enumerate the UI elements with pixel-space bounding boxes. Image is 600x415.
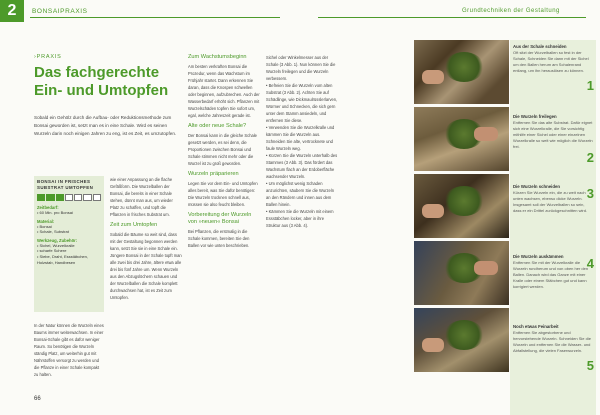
step-text: Kürzen Sie Wurzeln ein, die zu weit nach unten wachsen, ebenso dicke Wurzeln. Insgesamt soll der Wurzelballen so sein, dass er ein Drittel zurückgeschnitten wird. <box>513 190 588 213</box>
step-heading: Aus der Schale schneiden <box>513 44 567 49</box>
body-paragraph: wie einer Anpassung an die flache Gefäßform. Die Wurzelballen der Bonsai, die bereits in einer Schale stehen, dünnt man aus, um wieder Platz zu schaffen, und topft die Pflanzen in frisches Substrat um. <box>110 177 173 217</box>
subheading: Alte oder neue Schale? <box>188 123 247 129</box>
intro-paragraph: Sobald ein Gehölz durch die Aufbau- oder Reduktionsmethode zum Bonsai geworden ist, setzt man es in eine Schale. Wird es seinen Wurzeln darin noch einigen Jahren zu eng, ist es Zeit, es umzutopfen. <box>34 115 177 137</box>
section-label: BONSAIPRAXIS <box>32 8 88 15</box>
material-item: • Bonsai <box>37 223 52 229</box>
step-caption <box>513 254 593 290</box>
bullet-item: • Befreien Sie die Wurzeln vom alten Substrat (3 Abb. 2). Achten Sie auf Schädlinge, wie Dickmaulrüsslerlarven, Würmer und Schnecken, die sich gern unter dem Stamm ansiedeln, und entfernen Sie diese. <box>266 83 338 123</box>
step-photo-5 <box>414 308 509 375</box>
page-title: Das fachgerechte Ein- und Umtopfen <box>34 64 169 99</box>
text-column-2 <box>188 54 260 249</box>
material-item: • Schale, Substrat <box>37 229 69 235</box>
step-heading: Die Wurzeln auskämmen <box>513 254 564 259</box>
step-text: Entfernen Sie mit der Wurzelkralle die Wurzeln rundherum und von oben her den Ballen. Danach wird das Ganze mit einer Kralle oder einem Stäbchen gut und kann korrigiert werden. <box>513 260 589 289</box>
tools-item: • Siebe, Draht, Essstäbchen, Holzstab, Handbesen <box>37 253 88 265</box>
step-heading: Die Wurzeln freilegen <box>513 114 557 119</box>
step-photo-4 <box>414 241 509 308</box>
section-subtitle: Grundtechniken der Gestaltung <box>462 8 560 14</box>
material-heading: Material: <box>37 218 55 224</box>
difficulty-pip <box>74 194 82 201</box>
body-paragraph: Bei Pflanzen, die erstmalig in die Schale kommen, bereiten Sie den Ballen vor wie unten beschrieben. <box>188 229 250 248</box>
body-paragraph: Legen Sie vor dem Ein- und Umtopfen alles bereit, was Sie dafür benötigen: Die Wurzeln trocknen schnell aus, müssen sie also feucht bleiben. <box>188 181 258 207</box>
step-number: 2 <box>586 150 594 165</box>
subheading: Zeit zum Umtopfen <box>110 222 158 228</box>
step-caption <box>513 324 593 354</box>
page-number: 66 <box>34 396 41 402</box>
time-heading: Zeitbedarf: <box>37 205 59 210</box>
chapter-badge: 2 <box>0 0 24 22</box>
step-text: Oft sitzt der Wurzelballen so fest in der Schale, Schneiden Sie dann mit der Sichel um den Ballen herum am Schalenrand entlang, um ihn herauslösen zu können. <box>513 50 589 73</box>
body-paragraph: Der Bonsai kann in die gleiche Schale gesetzt werden, es sei denn, die Proportionen zwischen Bonsai und Schale stimmen nicht mehr oder die Wurzel ist zu groß geworden. <box>188 133 257 166</box>
bullet-item: • Kürzen Sie die Wurzeln unterhalb des Stammes (3 Abb. 3). Das fördert das Wachstum flach an der Erdoberfläche wachsender Wurzeln. <box>266 153 338 179</box>
difficulty-pip <box>93 194 101 201</box>
body-paragraph: Sichel oder Winkelmesser aus der Schale (3 Abb. 1). Nun können Sie die Wurzeln freilegen und die Wurzeln verbessern. <box>266 55 336 81</box>
step-caption <box>513 184 593 214</box>
step-heading: Die Wurzeln schneiden <box>513 184 560 189</box>
subheading: Zum Wachstumsbeginn <box>188 54 247 60</box>
body-paragraph: In der Natur können die Wurzeln eines Baums immer weiterwachsen. In einer Bonsai-Schale gibt es dafür weniger Raum. So benötigen die Wurzeln ständig Platz, um weiterhin gut mit Nährstoffen versorgt zu werden und die Pflanze in einer Schale kompakt zu halten. <box>34 323 104 377</box>
time-item: • 60 Min. pro Bonsai <box>37 210 73 215</box>
difficulty-pip <box>37 194 45 201</box>
photo-strip <box>414 40 509 415</box>
step-caption <box>513 44 593 74</box>
step-text: Entfernen Sie das alte Substrat. Dafür eignet sich eine Wurzelkralle, die Sie vorsichtig mithilfe einer Sichel oder einer einzelnen Wurzelkralle so weit wie möglich die Wurzeln frei. <box>513 120 593 149</box>
step-heading: Noch etwas Feinarbeit <box>513 324 559 329</box>
step-number: 5 <box>586 358 594 373</box>
bullet-item: • Kämmen Sie die Wurzeln mit einem Essstäbchen locker, aber in ihre Struktur aus (3 Abb. 4). <box>266 209 334 228</box>
step-number: 4 <box>586 256 594 271</box>
header-rule-right <box>318 17 586 18</box>
step-text: Entfernen Sie abgestorbene und hervorstehende Wurzeln. Schneiden Sie die Wurzeln und entfernen Sie die Wasser- und Abfallstellung, die vielen Faserwurzeln. <box>513 330 591 353</box>
subheading: Vorbereitung der Wurzeln von »neuen« Bonsai <box>188 212 252 225</box>
difficulty-pip <box>56 194 64 201</box>
tools-item: • scharfe Schere <box>37 248 67 254</box>
body-paragraph: Am besten verkraften Bonsai die Prozedur, wenn das Wachstum im Frühjahr startet. Dann erkennen Sie daran, dass die Knospen schwellen oder beginnen, aufzubrechen. Auch der Wasserbedarf erhöht sich. Pflanzen mit Wurzelschäden topfen Sie sofort um, egal, welche Jahreszeit gerade ist. <box>188 64 260 118</box>
step-caption <box>513 114 593 150</box>
bullet-item: • Um möglichst wenig Schaden anzurichten, säubern Sie die Wurzeln an den Rändern und innen aus dem Ballen hinein. <box>266 181 334 207</box>
info-box-title: BONSAI IN FRISCHES SUBSTRAT UMTOPFEN <box>37 179 94 190</box>
difficulty-pip <box>83 194 91 201</box>
header-rule-left <box>30 17 280 18</box>
bullet-item: • Verwenden Sie die Wurzelkralle und kämmen Sie die Wurzeln aus. Schneiden Sie alte, vertrocknete und faule Wurzeln weg. <box>266 125 335 151</box>
tools-item: • Sichel, Wurzelkralle <box>37 242 75 248</box>
step-photo-3 <box>414 174 509 241</box>
subheading: Wurzeln präparieren <box>188 171 239 177</box>
step-photo-1 <box>414 40 509 107</box>
difficulty-pip <box>65 194 73 201</box>
body-paragraph: Sobald die Bäume so weit sind, dass mit der Gestaltung begonnen werden kann, setzt Sie sie in eine Schale ein. Jüngere Bonsai in der Schale topft man alle zwei bis drei Jahre, ältere etwa alle drei bis fünf Jahre um. Wenn Wurzeln aus den Abzugslöchern schauen und der Wurzelballen die Schale komplett durchwachsen hat, ist es Zeit zum Umtopfen. <box>110 232 182 300</box>
kicker: ›PRAXIS <box>34 54 62 60</box>
difficulty-pip <box>46 194 54 201</box>
tools-heading: Werkzeug, Zubehör: <box>37 237 78 243</box>
text-column-1b <box>110 176 182 301</box>
step-number: 3 <box>586 186 594 201</box>
difficulty-scale <box>37 194 101 201</box>
step-photo-2 <box>414 107 509 174</box>
step-number: 1 <box>586 78 594 93</box>
info-box <box>34 176 104 312</box>
step-captions <box>510 40 596 415</box>
text-column-3 <box>266 54 338 229</box>
